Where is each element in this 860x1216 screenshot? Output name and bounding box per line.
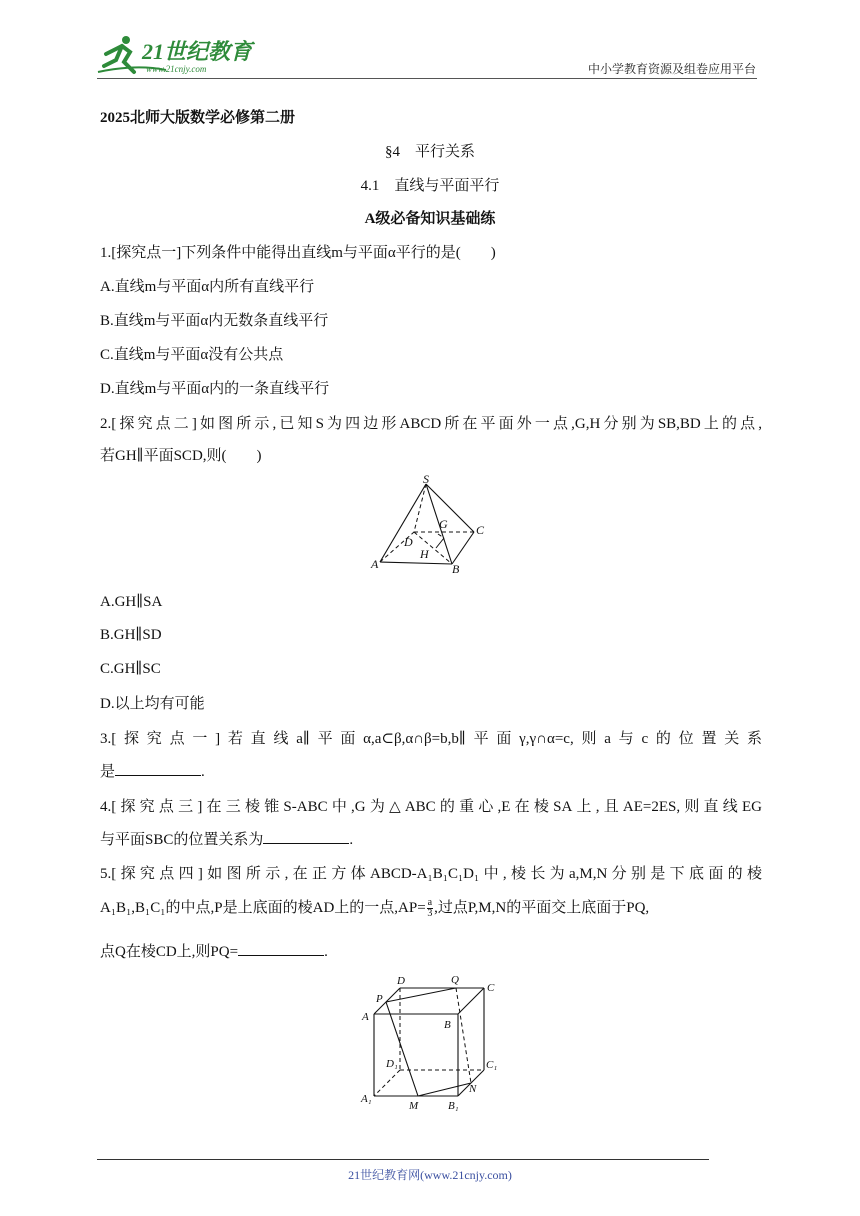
label-c: C [476,523,485,537]
q4-answer-blank[interactable] [263,829,349,844]
label-b: B [452,562,460,576]
q1-option-c: C.直线m与平面α没有公共点 [100,347,284,363]
q1-stem: 1.[探究点一]下列条件中能得出直线m与平面α平行的是( ) [100,245,496,261]
q1-option-b: B.直线m与平面α内无数条直线平行 [100,313,329,329]
label-d1: D₁ [386,1058,398,1070]
label-c1: C₁ [486,1059,498,1071]
q5-fraction: $\frac{a}{3}$ [427,897,433,920]
site-logo [96,32,266,78]
logo-url: www.21cnjy.com [146,64,207,74]
q3-answer-blank[interactable] [115,761,201,776]
section-title: §4 平行关系 [384,144,475,160]
label-h: H [420,547,429,561]
q5-stem-line2: A₁B₁,B₁C₁的中点,P是上底面的棱AD上的一点,AP= $\frac{a}{3}$ ,过点P,M,N的平面交上底面于PQ, [100,897,650,920]
q4-stem-line2: 与平面SBC的位置关系为 . [100,828,353,849]
label-c: C [487,982,495,994]
q5-answer-blank[interactable] [238,941,324,956]
label-b: B [444,1019,451,1031]
pyramid-figure [360,472,500,580]
label-m: M [409,1100,419,1112]
q1-option-a: A.直线m与平面α内所有直线平行 [100,279,315,295]
q2-option-b: B.GH∥SD [100,627,162,643]
q5-stem-line3: 点Q在棱CD上,则PQ= . [100,940,328,961]
label-p: P [376,993,383,1005]
q3-stem-line1: 3.[探究点一]若直线a∥平面α,a⊂β,α∩β=b,b∥平面γ,γ∩α=c,则a与c的位置关系 [100,731,762,747]
label-a: A [371,557,379,571]
q2-option-c: C.GH∥SC [100,661,161,677]
label-a1: A₁ [361,1093,372,1105]
platform-tagline: 中小学教育资源及组卷应用平台 [587,62,756,76]
logo-text: 21世纪教育 [142,39,253,64]
q2-stem-line2: 若GH∥平面SCD,则( ) [100,448,262,464]
label-n: N [469,1083,477,1095]
subsection-title: 4.1 直线与平面平行 [360,178,500,194]
footer-divider [97,1159,709,1160]
label-d: D [397,975,405,987]
level-title: A级必备知识基础练 [364,211,496,227]
cube-figure [356,968,506,1118]
label-g: G [439,517,448,531]
runner-logo-icon [96,32,266,78]
label-b1: B₁ [448,1100,459,1112]
q2-option-d: D.以上均有可能 [100,696,205,712]
label-d: D [404,535,413,549]
q1-option-d: D.直线m与平面α内的一条直线平行 [100,381,330,397]
q3-stem-line2: 是 . [100,760,205,781]
footer-link[interactable]: 21世纪教育网(www.21cnjy.com) [348,1168,512,1182]
label-q: Q [451,974,459,986]
q5-stem-line1: 5.[探究点四]如图所示,在正方体ABCD-A₁B₁C₁D₁中,棱长为a,M,N分别是下底面的棱 [100,866,762,882]
q2-option-a: A.GH∥SA [100,594,163,610]
label-a: A [362,1011,369,1023]
label-s: S [423,472,429,486]
book-title: 2025北师大版数学必修第二册 [100,110,296,126]
header-divider [97,78,757,79]
q2-stem-line1: 2.[探究点二]如图所示,已知S为四边形ABCD所在平面外一点,G,H分别为SB,BD上的点, [100,416,762,432]
q4-stem-line1: 4.[探究点三]在三棱锥S-ABC中,G为△ABC的重心,E在棱SA上,且AE=2ES,则直线EG [100,799,762,815]
